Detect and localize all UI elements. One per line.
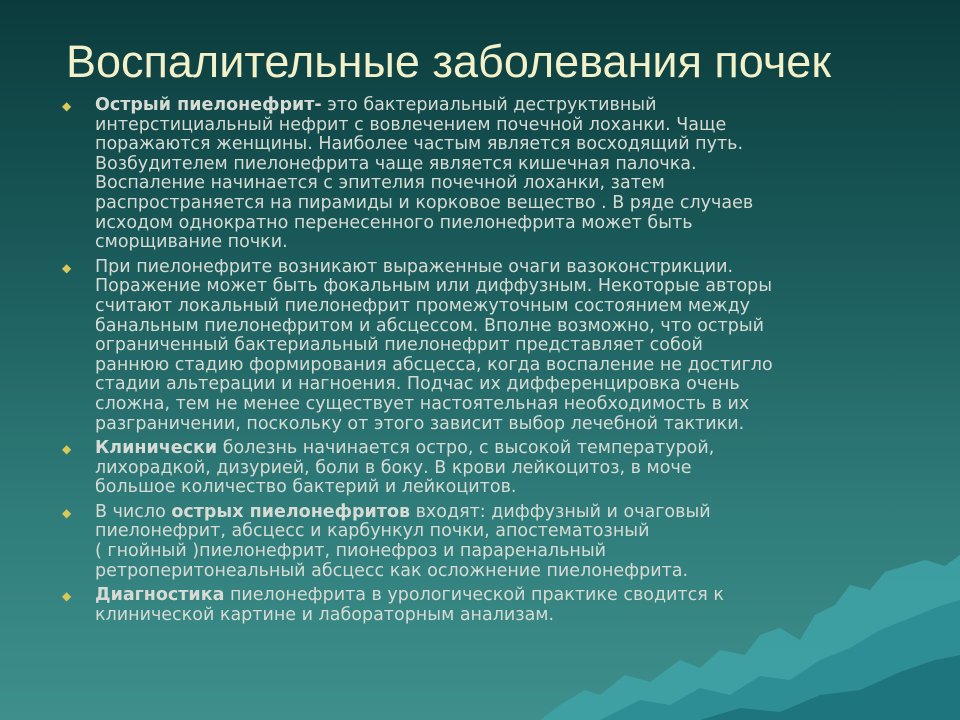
list-item-acute-pyelonephritis [60, 96, 920, 253]
body-text: это бактериальный деструктивный интерстициальный нефрит с вовлечением почечной лоханки. Чаще поражаются женщины. Наиболее частым является восходящий путь. Возбудителем пиелонефрита чаще является кишечная палочка. Воспаление начинается с эпителия почечной лоханки, затем распространяется на пирамиды и корковое вещество . В ряде случаев исходом однократно перенесенного пиелонефрита может быть сморщивание почки. [95, 95, 754, 253]
bold-term: Острый пиелонефрит- [95, 95, 322, 115]
list-item-clinical [60, 439, 920, 498]
bold-term: Диагностика [95, 585, 225, 606]
list-item-text [95, 439, 920, 498]
bullet-list [60, 96, 920, 630]
diamond-bullet-icon: ◆ [62, 505, 72, 520]
bold-term: острых пиелонефритов [171, 501, 411, 522]
list-item-text [95, 503, 920, 581]
diamond-bullet-icon: ◆ [62, 442, 72, 457]
body-text: входят: диффузный и очаговый пиелонефрит, абсцесс и карбункул почки, апостематозный ( гнойный )пиелонефрит, пионефроз и параренальный ретроперитонеальный абсцесс как осложнение пиелонефрита. [95, 501, 711, 581]
list-item-text [95, 96, 920, 253]
list-item-diagnostics [60, 586, 920, 625]
list-item-text [95, 586, 920, 625]
diamond-bullet-icon: ◆ [62, 260, 72, 275]
body-text: пиелонефрита в урологической практике сводится к клинической картине и лабораторным анализам. [95, 585, 724, 625]
diamond-bullet-icon: ◆ [62, 589, 72, 604]
body-text: В число [95, 501, 172, 522]
body-text: болезнь начинается остро, с высокой температурой, лихорадкой, дизурией, боли в боку. В крови лейкоцитоз, в моче большое количество бактерий и лейкоцитов. [95, 438, 715, 498]
bold-term: Клинически [95, 438, 218, 459]
list-item-text [95, 258, 920, 434]
list-item-types [60, 503, 920, 581]
diamond-bullet-icon: ◆ [62, 99, 72, 113]
list-item-vasoconstriction [60, 258, 920, 434]
body-text: При пиелонефрите возникают выраженные очаги вазоконстрикции. Поражение может быть фокальным или диффузным. Некоторые авторы считают локальный пиелонефрит промежуточным состоянием между банальным пиелонефритом и абсцессом. Вполне возможно, что острый ограниченный бактериальный пиелонефрит представляет собой раннюю стадию формирования абсцесса, когда воспаление не достигло стадии альтерации и нагноения. Подчас их дифференцировка очень сложна, тем не менее существует настоятельная необходимость в их разграничении, поскольку от этого зависит выбор лечебной тактики. [95, 256, 773, 434]
slide-title: Воспалительные заболевания почек [66, 36, 831, 87]
